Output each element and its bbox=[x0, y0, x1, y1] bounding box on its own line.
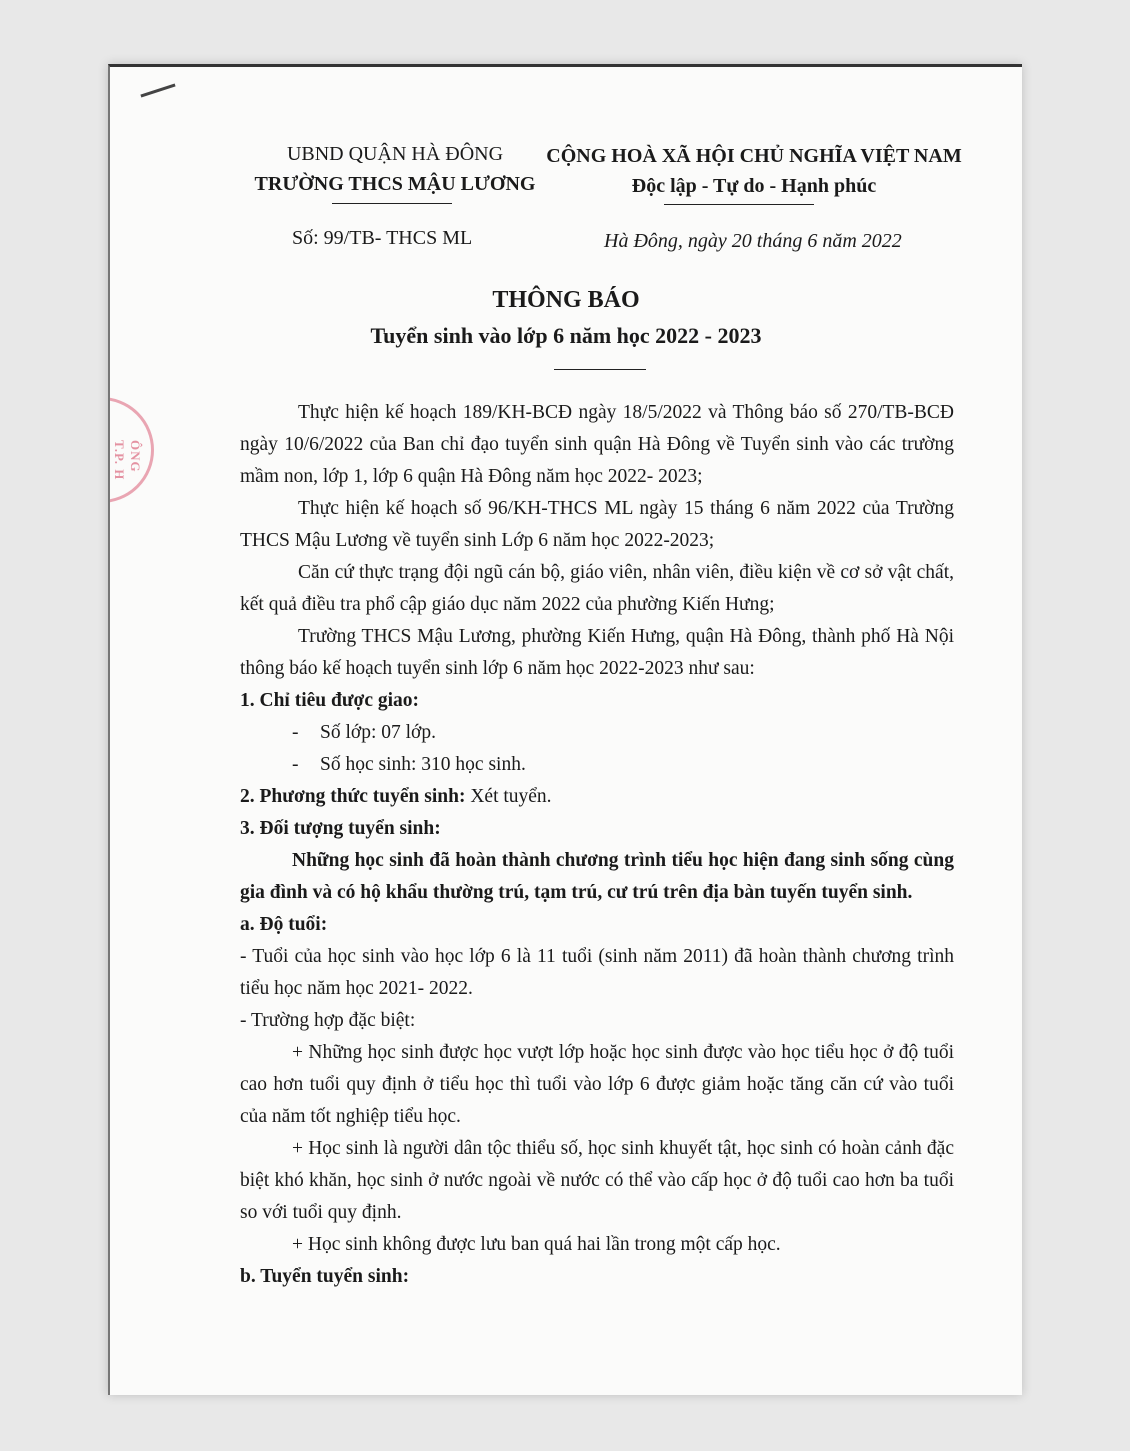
catchment-heading: b. Tuyển tuyển sinh: bbox=[240, 1266, 410, 1287]
national-motto bbox=[544, 141, 964, 201]
paragraph-3: Căn cứ thực trạng đội ngũ cán bộ, giáo viên, nhân viên, điều kiện về cơ sở vật chất, kết quả điều tra phổ cập giáo dục năm 2022 của phường Kiến Hưng; bbox=[240, 562, 954, 615]
special-case-3: + Học sinh không được lưu ban quá hai lần trong một cấp học. bbox=[292, 1234, 781, 1255]
paragraph-2: Thực hiện kế hoạch số 96/KH-THCS ML ngày 15 tháng 6 năm 2022 của Trường THCS Mậu Lương về tuyển sinh Lớp 6 năm học 2022-2023; bbox=[240, 498, 954, 551]
org-line-2: TRƯỜNG THCS MẬU LƯƠNG bbox=[254, 173, 536, 195]
divider-left bbox=[332, 203, 452, 204]
paragraph-4: Trường THCS Mậu Lương, phường Kiến Hưng, quận Hà Đông, thành phố Hà Nội thông báo kế hoạch tuyển sinh lớp 6 năm học 2022-2023 như sau: bbox=[240, 626, 954, 679]
special-case-2: + Học sinh là người dân tộc thiểu số, học sinh khuyết tật, học sinh có hoàn cảnh đặc biệt khó khăn, học sinh ở nước ngoài về nước có thể vào cấp học ở độ tuổi cao hơn ba tuổi so với tuổi quy định. bbox=[240, 1138, 954, 1223]
section-1-heading: 1. Chỉ tiêu được giao: bbox=[240, 690, 420, 711]
special-case-heading: - Trường hợp đặc biệt: bbox=[240, 1010, 416, 1031]
age-rule: - Tuổi của học sinh vào học lớp 6 là 11 tuổi (sinh năm 2011) đã hoàn thành chương trình tiểu học năm học 2021- 2022. bbox=[240, 946, 954, 999]
divider-title bbox=[554, 369, 646, 370]
red-seal-stamp: ÔNG T.P. H bbox=[108, 397, 154, 503]
special-case-1: + Những học sinh được học vượt lớp hoặc học sinh được vào học tiểu học ở độ tuổi cao hơn tuổi quy định ở tiểu học thì tuổi vào lớp 6 được giảm hoặc tăng căn cứ vào tuổi của năm tốt nghiệp tiểu học. bbox=[240, 1042, 954, 1127]
issuing-organization bbox=[240, 139, 550, 199]
nation-line-1: CỘNG HOÀ XÃ HỘI CHỦ NGHĨA VIỆT NAM bbox=[546, 145, 962, 167]
section-3-eligibility: Những học sinh đã hoàn thành chương trình tiểu học hiện đang sinh sống cùng gia đình và có hộ khẩu thường trú, tạm trú, cư trú trên địa bàn tuyến tuyển sinh. bbox=[240, 850, 954, 903]
org-line-1: UBND QUẬN HÀ ĐÔNG bbox=[286, 143, 504, 165]
document-subtitle: Tuyển sinh vào lớp 6 năm học 2022 - 2023 bbox=[370, 323, 762, 348]
section-2: 2. Phương thức tuyển sinh: Xét tuyển. bbox=[240, 786, 552, 807]
document-page bbox=[108, 64, 1022, 1395]
nation-line-2: Độc lập - Tự do - Hạnh phúc bbox=[631, 175, 877, 197]
section-3-heading: 3. Đối tượng tuyển sinh: bbox=[240, 818, 441, 839]
document-title: THÔNG BÁO bbox=[492, 287, 640, 313]
age-heading: a. Độ tuổi: bbox=[240, 914, 328, 935]
pen-mark bbox=[140, 84, 175, 98]
document-number: Số: 99/TB- THCS ML bbox=[292, 227, 473, 249]
divider-right bbox=[664, 204, 814, 205]
list-item: - Số học sinh: 310 học sinh. bbox=[292, 754, 526, 775]
list-item: - Số lớp: 07 lớp. bbox=[292, 722, 436, 743]
paragraph-1: Thực hiện kế hoạch 189/KH-BCĐ ngày 18/5/2022 và Thông báo số 270/TB-BCĐ ngày 10/6/2022 của Ban chỉ đạo tuyển sinh quận Hà Đông về Tuyển sinh vào các trường mầm non, lớp 1, lớp 6 quận Hà Đông năm học 2022- 2023; bbox=[240, 402, 954, 487]
document-body bbox=[240, 397, 954, 1293]
document-date: Hà Đông, ngày 20 tháng 6 năm 2022 bbox=[604, 230, 902, 252]
